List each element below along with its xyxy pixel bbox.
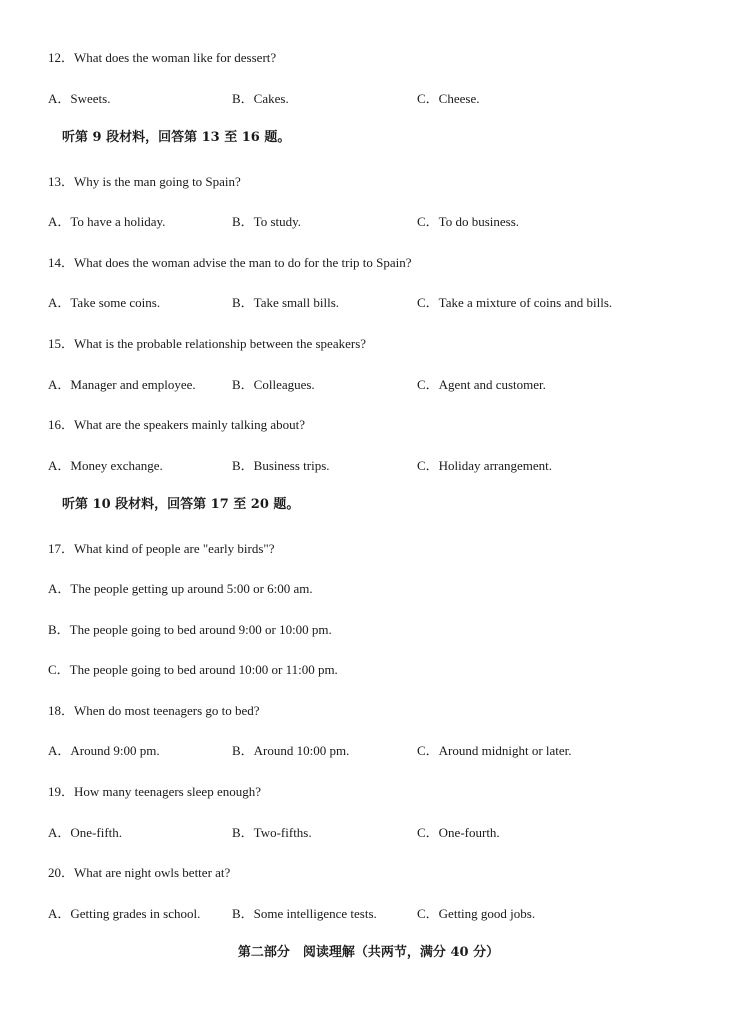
question-12-option-c: C．Cheese.	[417, 91, 480, 106]
question-16-option-a: A．Money exchange.	[48, 458, 163, 473]
question-15-stem: 15．What is the probable relationship between the speakers?	[48, 336, 367, 351]
question-18-stem: 18．When do most teenagers go to bed?	[48, 703, 260, 718]
question-12-option-b: B．Cakes.	[232, 91, 289, 106]
question-15-option-a: A．Manager and employee.	[48, 377, 196, 392]
question-13-stem: 13．Why is the man going to Spain?	[48, 174, 241, 189]
question-19-option-c: C．One-fourth.	[417, 825, 500, 840]
question-19-option-b: B．Two-fifths.	[232, 825, 312, 840]
question-15-option-c: C．Agent and customer.	[417, 377, 546, 392]
question-19-option-a: A．One-fifth.	[48, 825, 123, 840]
question-14-option-b: B．Take small bills.	[232, 295, 340, 310]
section-9-heading: 听第 9 段材料，回答第 13 至 16 题。	[62, 130, 291, 145]
question-20-option-b: B．Some intelligence tests.	[232, 906, 377, 921]
question-16-option-b: B．Business trips.	[232, 458, 330, 473]
question-20-option-c: C．Getting good jobs.	[417, 906, 536, 921]
question-20-option-a: A．Getting grades in school.	[48, 906, 201, 921]
question-13-option-b: B．To study.	[232, 214, 302, 229]
question-13-option-a: A．To have a holiday.	[48, 214, 166, 229]
question-16-stem: 16．What are the speakers mainly talking about?	[48, 417, 306, 432]
question-17-option-c: C．The people going to bed around 10:00 or 11:00 pm.	[48, 662, 338, 677]
question-13-option-c: C．To do business.	[417, 214, 520, 229]
question-15-option-b: B．Colleagues.	[232, 377, 315, 392]
question-17-stem: 17．What kind of people are "early birds"?	[48, 541, 275, 556]
question-12-option-a: A．Sweets.	[48, 91, 111, 106]
question-17-option-a: A．The people getting up around 5:00 or 6:00 am.	[48, 581, 313, 596]
question-19-stem: 19．How many teenagers sleep enough?	[48, 784, 261, 799]
question-16-option-c: C．Holiday arrangement.	[417, 458, 553, 473]
section-10-heading: 听第 10 段材料，回答第 17 至 20 题。	[62, 497, 300, 512]
question-18-option-c: C．Around midnight or later.	[417, 743, 572, 758]
question-12-stem: 12．What does the woman like for dessert?	[48, 50, 277, 65]
question-18-option-a: A．Around 9:00 pm.	[48, 743, 160, 758]
question-14-stem: 14．What does the woman advise the man to do for the trip to Spain?	[48, 255, 412, 270]
part-2-heading: 第二部分 阅读理解（共两节，满分 40 分）	[237, 945, 500, 960]
question-14-option-a: A．Take some coins.	[48, 295, 161, 310]
question-17-option-b: B．The people going to bed around 9:00 or 10:00 pm.	[48, 622, 332, 637]
question-20-stem: 20．What are night owls better at?	[48, 865, 231, 880]
question-14-option-c: C．Take a mixture of coins and bills.	[417, 295, 613, 310]
question-18-option-b: B．Around 10:00 pm.	[232, 743, 350, 758]
